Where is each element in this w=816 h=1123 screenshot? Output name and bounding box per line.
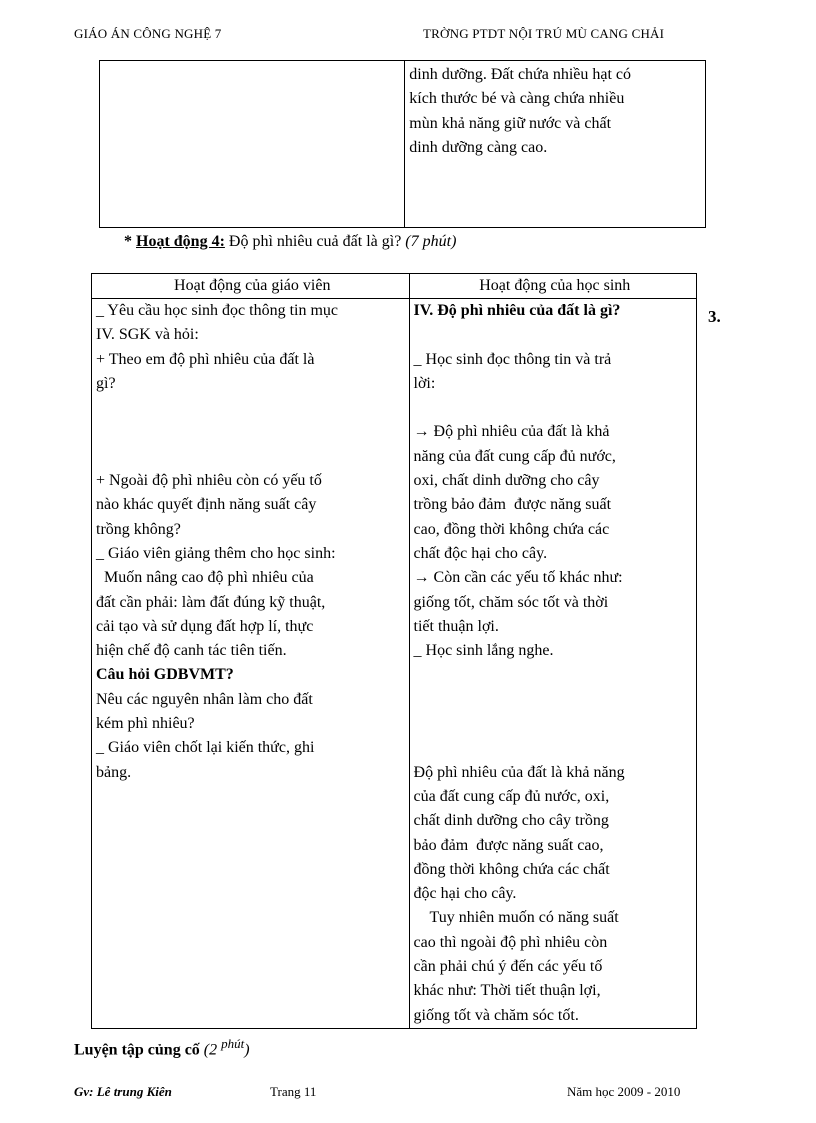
student-line: oxi, chất dinh dưỡng cho cây <box>413 472 600 490</box>
side-mark: 3. <box>708 307 721 326</box>
student-section-title: IV. Độ phì nhiêu của đất là gì? <box>413 302 621 319</box>
student-line: _ Học sinh lắng nghe. <box>413 642 554 660</box>
teacher-line: hiện chế độ canh tác tiên tiến. <box>96 642 287 660</box>
top-line: mùn khả năng giữ nước và chất <box>409 114 612 132</box>
footer-page: Trang 11 <box>270 1084 317 1099</box>
teacher-line: cải tạo và sử dụng đất hợp lí, thực <box>96 617 314 635</box>
header-left: GIÁO ÁN CÔNG NGHỆ 7 <box>74 26 222 41</box>
student-line <box>414 663 696 687</box>
student-line <box>414 323 696 347</box>
student-line: lời: <box>413 374 436 392</box>
student-line <box>414 712 696 736</box>
top-line: dinh dưỡng. Đất chứa nhiều hạt có <box>409 66 632 83</box>
student-line: của đất cung cấp đủ nước, oxi, <box>413 787 610 805</box>
top-table <box>99 60 706 228</box>
activity-heading <box>124 233 456 251</box>
top-table-right-cell <box>405 61 706 228</box>
student-line <box>414 688 696 712</box>
student-line: bảo đảm được năng suất cao, <box>413 836 604 854</box>
teacher-line <box>96 445 409 469</box>
teacher-line <box>96 420 409 444</box>
teacher-line: + Theo em độ phì nhiêu của đất là <box>96 350 315 368</box>
student-line: cao thì ngoài độ phì nhiêu còn <box>413 933 608 951</box>
student-line: cần phải chú ý đến các yếu tố <box>413 958 603 976</box>
practice-time-word: phút <box>221 1036 245 1051</box>
student-line: tiết thuận lợi. <box>413 617 499 635</box>
student-line: giống tốt và chăm sóc tốt. <box>413 1006 579 1024</box>
top-line: dinh dưỡng càng cao. <box>409 138 548 156</box>
teacher-line: _ Giáo viên giảng thêm cho học sinh: <box>96 544 336 562</box>
student-line <box>414 396 696 420</box>
teacher-line: trồng không? <box>96 520 181 538</box>
student-line: trồng bảo đảm được năng suất <box>413 496 612 514</box>
teacher-line: Muốn nâng cao độ phì nhiêu của <box>96 569 314 587</box>
teacher-line: đất cần phải: làm đất đúng kỹ thuật, <box>96 593 326 611</box>
top-table-left-cell <box>100 61 405 228</box>
activity-label: Hoạt động 4: <box>136 233 225 250</box>
practice-label: Luyện tập củng cố <box>74 1041 200 1059</box>
teacher-line: gì? <box>96 374 116 392</box>
student-line <box>414 736 696 760</box>
student-line: _ Học sinh đọc thông tin và trả <box>413 350 612 368</box>
top-line: kích thước bé và càng chứa nhiều <box>409 90 625 108</box>
teacher-line: nào khác quyết định năng suất cây <box>96 496 317 514</box>
col2-header: Hoạt động của học sinh <box>409 274 696 299</box>
footer-teacher: Gv: Lê trung Kiên <box>74 1084 172 1099</box>
activity-time: (7 phút) <box>405 233 457 250</box>
student-line: khác như: Thời tiết thuận lợi, <box>413 982 601 1000</box>
student-line: cao, đồng thời không chứa các <box>413 520 610 538</box>
practice-heading <box>74 1036 250 1059</box>
main-table <box>91 273 697 1029</box>
teacher-line: _ Giáo viên chốt lại kiến thức, ghi <box>96 739 315 757</box>
teacher-line: _ Yêu cầu học sinh đọc thông tin mục <box>96 302 339 319</box>
activity-prefix: * <box>124 233 136 250</box>
activity-text: Độ phì nhiêu cuả đất là gì? <box>224 233 406 250</box>
student-line: Tuy nhiên muốn có năng suất <box>413 909 619 927</box>
student-line: năng của đất cung cấp đủ nước, <box>413 447 616 465</box>
teacher-line: IV. SGK và hỏi: <box>96 326 199 344</box>
student-line: đồng thời không chứa các chất <box>413 860 610 878</box>
student-line: Độ phì nhiêu của đất là khả năng <box>413 763 625 781</box>
footer-year: Năm học 2009 - 2010 <box>567 1084 681 1099</box>
practice-time-open: (2 <box>199 1041 222 1059</box>
student-line: giống tốt, chăm sóc tốt và thời <box>413 593 609 611</box>
teacher-line: Nêu các nguyên nhân làm cho đất <box>96 690 313 708</box>
header-right: TRỜNG PTDT NỘI TRÚ MÙ CANG CHẢI <box>423 26 665 41</box>
student-line: → Còn cần các yếu tố khác như: <box>413 569 623 587</box>
student-line: chất độc hại cho cây. <box>413 544 548 562</box>
gdbvmt-question-label: Câu hỏi GDBVMT? <box>96 666 234 684</box>
student-line: → Độ phì nhiêu của đất là khả <box>413 423 610 441</box>
teacher-cell <box>92 299 410 1029</box>
student-line: chất dinh dưỡng cho cây trồng <box>413 812 609 830</box>
teacher-line <box>96 396 409 420</box>
col1-header: Hoạt động của giáo viên <box>92 274 410 299</box>
student-line: độc hại cho cây. <box>413 885 517 903</box>
teacher-line: kém phì nhiêu? <box>96 715 195 733</box>
teacher-line: bảng. <box>96 763 132 781</box>
practice-time-close: ) <box>244 1041 250 1059</box>
student-cell <box>409 299 696 1029</box>
teacher-line: + Ngoài độ phì nhiêu còn có yếu tố <box>96 472 322 490</box>
